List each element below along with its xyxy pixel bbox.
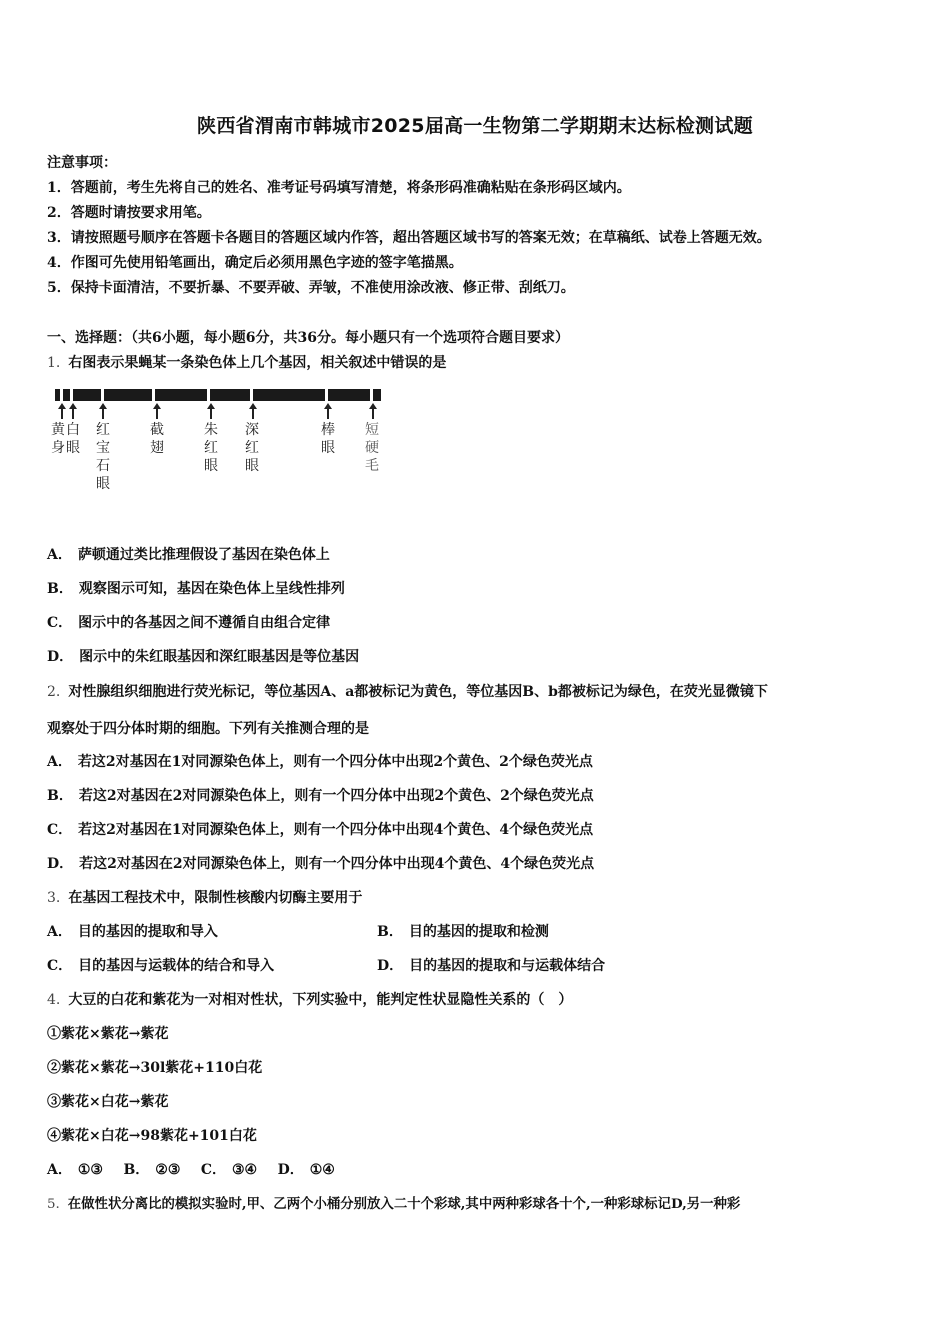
option-label: C． <box>47 958 73 974</box>
up-arrow-icon <box>98 403 108 419</box>
option-label: D． <box>277 1162 304 1178</box>
option-d[interactable] <box>278 1162 335 1178</box>
option-text: 目的基因的提取和导入 <box>77 924 218 940</box>
notice-item: 3．请按照题号顺序在答题卡各题目的答题区域内作答，超出答题区域书写的答案无效；在草稿纸、试卷上答题无效。 <box>47 230 771 246</box>
option-label: B． <box>377 924 403 940</box>
option-label: D． <box>47 649 74 665</box>
question-4-stem <box>47 989 572 1009</box>
option-label: A． <box>47 754 72 770</box>
cross-item: ④紫花×白花→98紫花+101白花 <box>47 1128 257 1144</box>
option-a[interactable] <box>47 1162 103 1178</box>
option-b[interactable] <box>47 578 345 598</box>
question-number: 4. <box>47 992 61 1008</box>
option-text: 图示中的各基因之间不遵循自由组合定律 <box>78 615 331 631</box>
question-5-stem <box>47 1193 740 1212</box>
option-a[interactable] <box>47 921 218 941</box>
section-heading: 一、选择题：（共6小题，每小题6分，共36分。每小题只有一个选项符合题目要求） <box>47 330 569 346</box>
question-number: 2. <box>47 684 61 700</box>
option-label: B． <box>123 1162 150 1178</box>
chromosome-segment <box>328 389 370 401</box>
option-text: 若这2对基因在1对同源染色体上，则有一个四分体中出现2个黄色、2个绿色荧光点 <box>77 754 593 770</box>
up-arrow-icon <box>206 403 216 419</box>
question-text: 对性腺组织细胞进行荧光标记，等位基因A、a都被标记为黄色，等位基因B、b都被标记为绿色，在荧光显微镜下 <box>68 684 768 700</box>
up-arrow-icon <box>248 403 258 419</box>
chromosome-segment <box>73 389 101 401</box>
option-d[interactable] <box>47 646 359 666</box>
up-arrow-icon <box>152 403 162 419</box>
notice-item: 1．答题前，考生先将自己的姓名、准考证号码填写清楚，将条形码准确粘贴在条形码区域内。 <box>47 180 631 196</box>
option-a[interactable] <box>47 751 593 771</box>
chromosome-segment <box>55 389 60 401</box>
gene-label: 朱红眼 <box>204 422 218 474</box>
option-label: D． <box>377 958 404 974</box>
gene-label: 短硬毛 <box>365 422 379 474</box>
option-a[interactable] <box>47 544 330 564</box>
gene-label: 棒眼 <box>321 422 335 456</box>
up-arrow-icon <box>323 403 333 419</box>
up-arrow-icon <box>368 403 378 419</box>
option-label: A． <box>47 924 72 940</box>
up-arrow-icon <box>68 403 78 419</box>
question-3-stem <box>47 887 362 907</box>
gene-label: 红宝石眼 <box>96 422 110 492</box>
question-number: 5. <box>47 1197 60 1212</box>
gene-label: 截翅 <box>150 422 164 456</box>
notice-item: 4．作图可先使用铅笔画出，确定后必须用黑色字迹的签字笔描黑。 <box>47 255 463 271</box>
chromosome-segment <box>104 389 152 401</box>
question-text: 大豆的白花和紫花为一对相对性状，下列实验中，能判定性状显隐性关系的（ ） <box>68 992 573 1008</box>
option-label: D． <box>47 856 74 872</box>
chromosome-segment <box>253 389 325 401</box>
option-d[interactable] <box>377 955 605 975</box>
option-text: 图示中的朱红眼基因和深红眼基因是等位基因 <box>79 649 360 665</box>
option-c[interactable] <box>47 955 274 975</box>
question-4-options <box>47 1159 351 1179</box>
question-2-stem-cont: 观察处于四分体时期的细胞。下列有关推测合理的是 <box>47 721 369 737</box>
question-text: 在基因工程技术中，限制性核酸内切酶主要用于 <box>68 890 363 906</box>
option-text: 萨顿通过类比推理假设了基因在染色体上 <box>77 547 330 563</box>
option-text: 目的基因的提取和与运载体结合 <box>409 958 606 974</box>
option-text: ①③ <box>77 1162 103 1178</box>
question-number: 3. <box>47 890 61 906</box>
gene-label: 黄身 <box>51 422 65 456</box>
option-label: C． <box>200 1162 226 1178</box>
question-number: 1. <box>47 355 61 371</box>
option-label: C． <box>47 822 73 838</box>
option-c[interactable] <box>201 1162 257 1178</box>
option-label: B． <box>47 788 73 804</box>
page-title: 陕西省渭南市韩城市2025届高一生物第二学期期末达标检测试题 <box>197 115 753 137</box>
option-b[interactable] <box>47 785 594 805</box>
option-text: 目的基因与运载体的结合和导入 <box>78 958 275 974</box>
chromosome-segment <box>210 389 250 401</box>
option-c[interactable] <box>47 819 593 839</box>
cross-item: ③紫花×白花→紫花 <box>47 1094 169 1110</box>
option-text: ③④ <box>232 1162 258 1178</box>
chromosome-segment <box>373 389 381 401</box>
option-c[interactable] <box>47 612 330 632</box>
option-text: 若这2对基因在2对同源染色体上，则有一个四分体中出现4个黄色、4个绿色荧光点 <box>79 856 595 872</box>
question-text: 右图表示果蝇某一条染色体上几个基因，相关叙述中错误的是 <box>68 355 447 371</box>
question-2-stem <box>47 681 768 701</box>
question-text: 在做性状分离比的模拟实验时,甲、乙两个小桶分别放入二十个彩球,其中两种彩球各十个,一种彩球标记D,另一种彩 <box>67 1196 741 1212</box>
cross-item: ②紫花×紫花→30l紫花+110白花 <box>47 1060 263 1076</box>
option-label: C． <box>47 615 73 631</box>
option-text: ①④ <box>309 1162 335 1178</box>
chromosome-segment <box>155 389 207 401</box>
option-b[interactable] <box>123 1162 180 1178</box>
option-b[interactable] <box>377 921 549 941</box>
option-d[interactable] <box>47 853 594 873</box>
option-text: 若这2对基因在2对同源染色体上，则有一个四分体中出现2个黄色、2个绿色荧光点 <box>78 788 594 804</box>
chromosome-figure <box>47 384 387 504</box>
option-text: ②③ <box>155 1162 181 1178</box>
option-text: 若这2对基因在1对同源染色体上，则有一个四分体中出现4个黄色、4个绿色荧光点 <box>78 822 594 838</box>
notice-heading: 注意事项： <box>47 155 117 171</box>
notice-item: 2．答题时请按要求用笔。 <box>47 205 211 221</box>
option-text: 观察图示可知，基因在染色体上呈线性排列 <box>78 581 345 597</box>
up-arrow-icon <box>57 403 67 419</box>
question-1-stem <box>47 352 446 372</box>
gene-label: 深红眼 <box>245 422 259 474</box>
option-label: A． <box>47 1162 72 1178</box>
chromosome-segment <box>63 389 70 401</box>
gene-label: 白眼 <box>66 422 80 456</box>
notice-item: 5．保持卡面清洁，不要折暴、不要弄破、弄皱，不准使用涂改液、修正带、刮纸刀。 <box>47 280 575 296</box>
option-label: A． <box>47 547 72 563</box>
option-text: 目的基因的提取和检测 <box>408 924 549 940</box>
option-label: B． <box>47 581 73 597</box>
cross-item: ①紫花×紫花→紫花 <box>47 1026 169 1042</box>
